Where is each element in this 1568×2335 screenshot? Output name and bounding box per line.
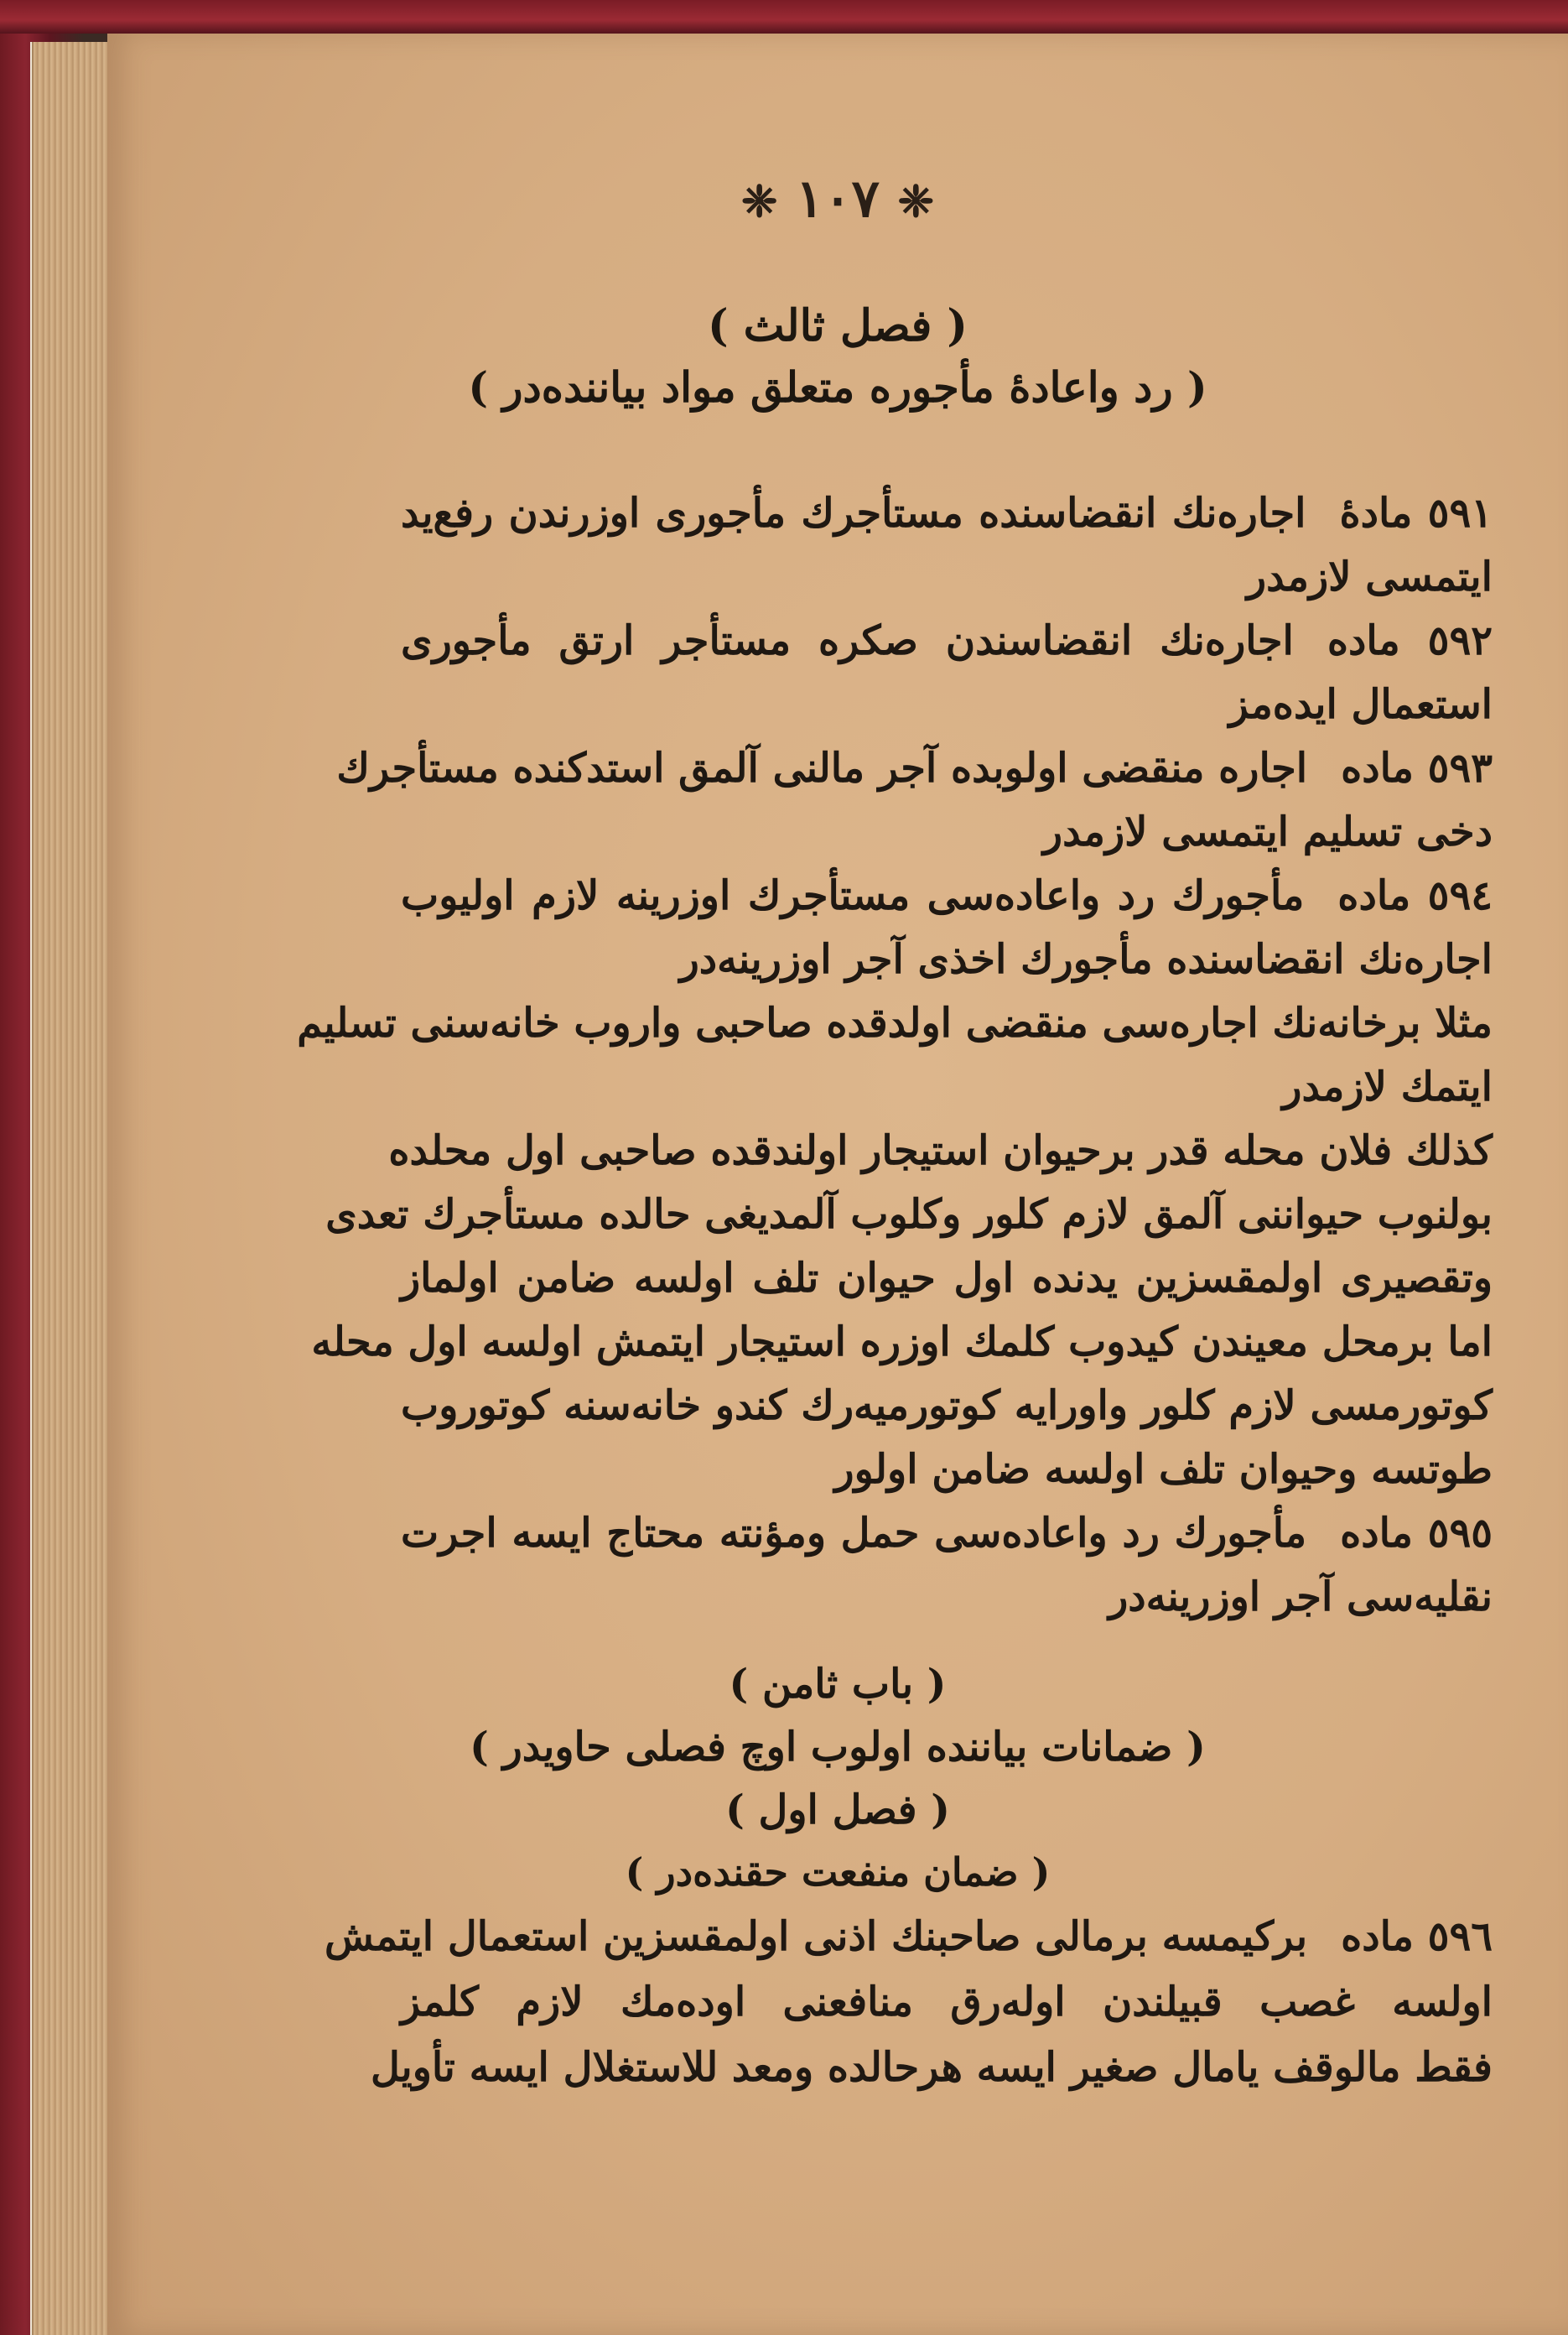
section-title-2: ( فصل اول ) <box>725 1786 950 1833</box>
text-line <box>401 1446 1493 1493</box>
line-text: اولسه غصب قبیلندن اوله‌رق منافعنی اوده‌مك لازم كلمز <box>401 1979 1493 2026</box>
section-subtitle-2: ( ضمان منفعت حقنده‌در ) <box>625 1849 1051 1895</box>
article-number: ٥٩٣ ماده <box>1341 745 1493 792</box>
line-text: طوتسه وحیوان تلف اولسه ضامن اولور <box>834 1446 1493 1493</box>
ornament-icon: ❈ <box>897 176 935 227</box>
line-text: اجاره‌نك انقضاسنده مستأجرك مأجوری اوزرندن رفع‌ید <box>401 490 1306 537</box>
text-line <box>311 1318 1493 1365</box>
line-text: اما برمحل معیندن كیدوب كلمك اوزره استیجار ایتمش اولسه اول محله <box>311 1318 1493 1365</box>
line-text: اجاره منقضی اولوبده آجر مالنی آلمق استدكنده مستأجرك <box>336 745 1308 792</box>
line-text: وتقصیری اولمقسزین یدنده اول حیوان تلف اولسه ضامن اولماز <box>401 1255 1493 1302</box>
text-line <box>401 872 1493 919</box>
page-stack <box>32 42 117 2335</box>
book-page <box>107 34 1568 2335</box>
text-line <box>325 1191 1493 1238</box>
line-text: بركیمسه برمالی صاحبنك اذنی اولمقسزین استعمال ایتمش <box>325 1913 1308 1960</box>
line-text: اجاره‌نك انقضاسنده مأجورك اخذی آجر اوزرینه‌در <box>679 936 1493 983</box>
text-line <box>401 1255 1493 1302</box>
text-line <box>388 1127 1493 1174</box>
text-line <box>401 1573 1493 1620</box>
text-line <box>401 936 1493 983</box>
text-line <box>401 1063 1493 1110</box>
chapter-title: ( باب ثامن ) <box>729 1661 947 1708</box>
text-line <box>401 1979 1493 2026</box>
line-text: فقط مالوقف یامال صغیر ایسه هرحالده ومعد للاستغلال ایسه تأویل <box>371 2044 1493 2091</box>
article-number: ٥٩٦ ماده <box>1341 1913 1493 1960</box>
line-text: استعمال ایده‌مز <box>1228 681 1493 728</box>
article-number: ٥٩٥ ماده <box>1340 1510 1493 1557</box>
line-text: مأجورك رد واعاده‌سی حمل ومؤنته محتاج ایسه اجرت <box>401 1510 1307 1557</box>
section-title: ( فصل ثالث ) <box>707 300 968 351</box>
line-text: مثلا برخانه‌نك اجاره‌سی منقضی اولدقده صاحبی واروب خانه‌سنی تسلیم <box>297 1000 1493 1047</box>
text-line <box>401 681 1493 728</box>
article-number: ٥٩٢ ماده <box>1327 617 1493 664</box>
line-text: كذلك فلان محله قدر برحیوان استیجار اولندقده صاحبی اول محلده <box>388 1127 1493 1174</box>
cover-top-edge <box>0 0 1568 34</box>
line-text: كوتورمسی لازم كلور واورایه كوتورمیه‌رك كندو خانه‌سنه كوتوروب <box>401 1382 1493 1429</box>
page-number <box>107 168 1568 229</box>
line-text: مأجورك رد واعاده‌سی مستأجرك اوزرینه لازم اولیوب <box>401 872 1305 919</box>
article-number: ٥٩١ مادهٔ <box>1339 490 1493 537</box>
ornament-icon: ❈ <box>740 176 778 227</box>
text-line <box>401 617 1493 664</box>
page-number-value: ١٠٧ <box>796 168 880 229</box>
line-text: ایتمك لازمدر <box>1282 1063 1493 1110</box>
line-text: ایتمسی لازمدر <box>1246 554 1493 601</box>
text-line <box>401 490 1493 537</box>
article-number: ٥٩٤ ماده <box>1337 872 1493 919</box>
text-line <box>401 809 1493 855</box>
line-text: دخی تسلیم ایتمسی لازمدر <box>1042 809 1493 855</box>
text-line <box>401 554 1493 601</box>
text-line <box>297 1000 1493 1047</box>
text-line <box>401 1382 1493 1429</box>
text-line <box>371 2044 1493 2091</box>
text-line <box>325 1913 1493 1960</box>
text-line <box>336 745 1493 792</box>
chapter-subtitle: ( ضمانات بیاننده اولوب اوچ فصلی حاویدر ) <box>470 1724 1206 1771</box>
line-text: نقلیه‌سی آجر اوزرینه‌در <box>1109 1573 1493 1620</box>
line-text: اجاره‌نك انقضاسندن صكره مستأجر ارتق مأجوری <box>401 617 1294 664</box>
line-text: بولنوب حیواننی آلمق لازم كلور وكلوب آلمدیغی حالده مستأجرك تعدی <box>325 1191 1493 1238</box>
section-subtitle: ( رد واعادهٔ مأجوره متعلق مواد بیاننده‌در ) <box>468 362 1207 412</box>
text-line <box>401 1510 1493 1557</box>
